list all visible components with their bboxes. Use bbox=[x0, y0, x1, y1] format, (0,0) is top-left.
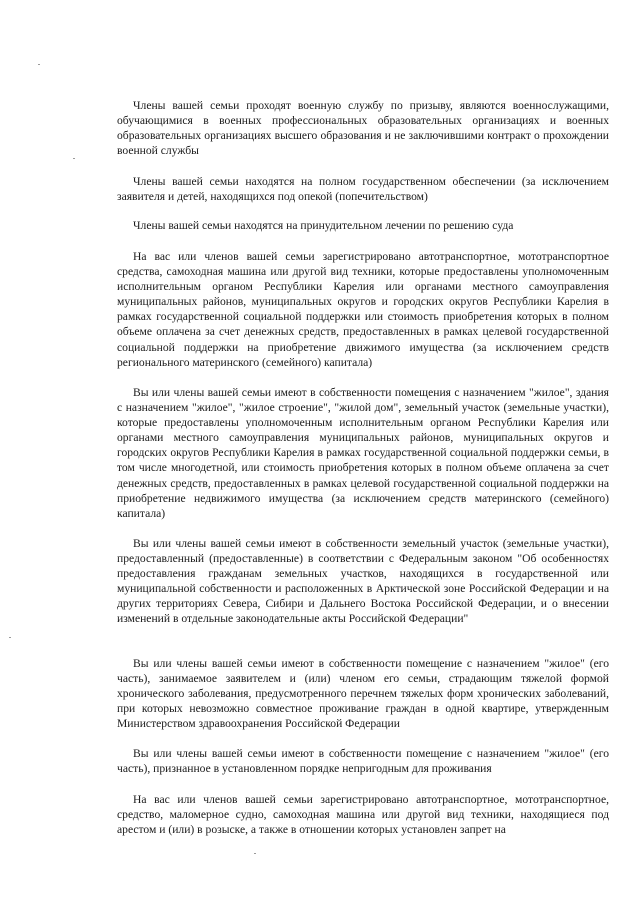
paragraph-land-plots-federal-law: Вы или члены вашей семьи имеют в собственности земельный участок (земельные участки), предоставленный (предоставленные) в соответствии с Федеральным законом "Об особенностях предоставления гражданам земельных участков, находящихся в государственной или муниципальной собственности и расположенных в Арктической зоне Российской Федерации и на других территориях Севера, Сибири и Дальнего Востока Российской Федерации, и о внесении изменений в отдельные законодательные акты Российской Федерации" bbox=[117, 537, 609, 626]
paragraph-state-support: Члены вашей семьи находятся на полном государственном обеспечении (за исключением заявителя и детей, находящихся под опекой (попечительством) bbox=[117, 175, 609, 204]
paragraph-unfit-housing: Вы или члены вашей семьи имеют в собственности помещение с назначением "жилое" (его часть), признанное в установленном порядке непригодным для проживания bbox=[117, 747, 609, 776]
scan-speck bbox=[254, 853, 256, 854]
scan-speck bbox=[38, 64, 40, 65]
paragraph-compulsory-treatment: Члены вашей семьи находятся на принудительном лечении по решению суда bbox=[133, 219, 514, 232]
paragraph-vehicles-provided: На вас или членов вашей семьи зарегистрировано автотранспортное, мототранспортное средства, самоходная машина или другой вид техники, которые предоставлены уполномоченным исполнительным органом Республики Карелия или органами местного самоуправления муниципальных районов, муниципальных округов и городских округов Республики Карелия в рамках государственной социальной поддержки или стоимость приобретения которых в полном объеме оплачена за счет денежных средств, предоставленных в рамках целевой государственной социальной поддержки на приобретение движимого имущества (за исключением средств регионального материнского (семейного) капитала) bbox=[117, 250, 609, 369]
scan-speck bbox=[73, 158, 75, 159]
paragraph-chronic-disease-housing: Вы или члены вашей семьи имеют в собственности помещение с назначением "жилое" (его часть), занимаемое заявителем и (или) членом его семьи, страдающим тяжелой формой хронического заболевания, предусмотренного перечнем тяжелых форм хронических заболеваний, при которых невозможно совместное проживание граждан в одной квартире, утвержденным Министерством здравоохранения Российской Федерации bbox=[117, 657, 609, 731]
paragraph-residential-property: Вы или члены вашей семьи имеют в собственности помещения с назначением "жилое", здания с назначением "жилое", "жилое строение", "жилой дом", земельный участок (земельные участки), которые предоставлены уполномоченным исполнительным органом Республики Карелия или органами местного самоуправления муниципальных районов, муниципальных округов и городских округов Республики Карелия в рамках государственной социальной поддержки семьи, в том числе многодетной, или стоимость приобретения которых в полном объеме оплачена за счет денежных средств, предоставленных в рамках целевой государственной социальной поддержки на приобретение недвижимого имущества (за исключением средств материнского (семейного) капитала) bbox=[117, 386, 609, 520]
scan-speck bbox=[9, 637, 11, 638]
paragraph-military-service: Члены вашей семьи проходят военную службу по призыву, являются военнослужащими, обучающимися в военных профессиональных образовательных организациях и военных образовательных организациях высшего образования и не заключившими контракт о прохождении военной службы bbox=[117, 99, 609, 158]
paragraph-arrested-vehicles: На вас или членов вашей семьи зарегистрировано автотранспортное, мототранспортное, средство, маломерное судно, самоходная машина или другой вид техники, находящиеся под арестом и (или) в розыске, а также в отношении которых установлен запрет на bbox=[117, 793, 609, 837]
